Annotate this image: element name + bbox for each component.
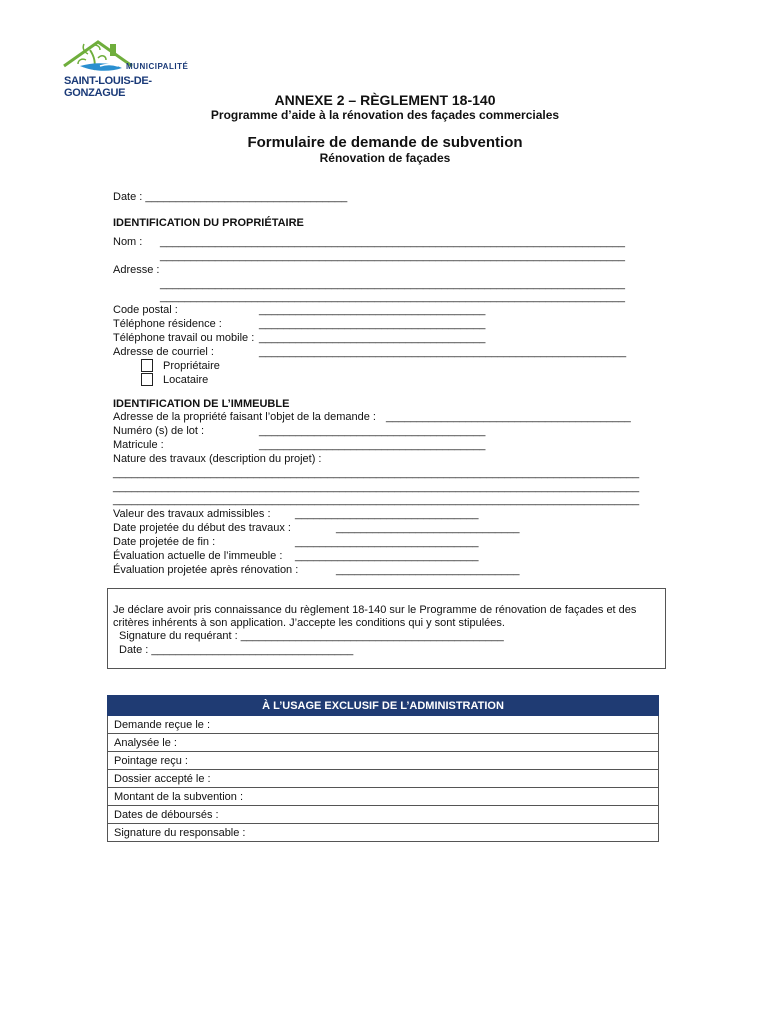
property-address-field[interactable]: ________________________________________ [386, 411, 631, 423]
admin-row-demande[interactable]: Demande reçue le : [108, 716, 659, 734]
email-field[interactable]: ____________________________________________________________ [259, 346, 627, 358]
works-label: Nature des travaux (description du projet) : [113, 453, 322, 465]
tel-residence-label: Téléphone résidence : [113, 318, 222, 330]
locataire-checkbox[interactable] [141, 373, 153, 386]
date-field[interactable]: Date : _________________________________ [113, 191, 348, 203]
lot-label: Numéro (s) de lot : [113, 425, 205, 437]
eval-after-label: Évaluation projetée après rénovation : [113, 564, 299, 576]
proprietaire-checkbox[interactable] [141, 359, 153, 372]
applicant-signature-field[interactable]: Signature du requérant : ___________________________________________ [119, 630, 504, 642]
eval-now-label: Évaluation actuelle de l’immeuble : [113, 550, 283, 562]
form-title: Formulaire de demande de subvention [247, 134, 523, 151]
code-postal-label: Code postal : [113, 304, 178, 316]
email-label: Adresse de courriel : [113, 346, 214, 358]
admin-row-deboursés[interactable]: Dates de déboursés : [108, 806, 659, 824]
adresse-field-line-1[interactable]: ____________________________________________________________________________ [160, 278, 625, 290]
declaration-line-2: critères inhérents à son application. J’accepte les conditions qui y sont stipulées. [113, 617, 505, 629]
works-field-line-1[interactable]: ______________________________________________________________________________________ [113, 467, 640, 479]
owner-heading: IDENTIFICATION DU PROPRIÉTAIRE [113, 217, 304, 229]
adresse-label: Adresse : [113, 264, 160, 276]
declaration-date-field[interactable]: Date : _________________________________ [119, 644, 354, 656]
start-date-field[interactable]: ______________________________ [336, 522, 520, 534]
works-field-line-2[interactable]: ______________________________________________________________________________________ [113, 481, 640, 493]
admin-row-analysee[interactable]: Analysée le : [108, 734, 659, 752]
program-title: Programme d’aide à la rénovation des façades commerciales [210, 108, 560, 122]
municipality-logo [60, 36, 202, 98]
nom-label: Nom : [113, 236, 143, 248]
end-date-label: Date projetée de fin : [113, 536, 216, 548]
value-label: Valeur des travaux admissibles : [113, 508, 271, 520]
admin-row-signature[interactable]: Signature du responsable : [108, 824, 659, 842]
nom-field-line-1[interactable]: ____________________________________________________________________________ [160, 236, 625, 248]
declaration-line-1: Je déclare avoir pris connaissance du règlement 18-140 sur le Programme de rénovation de façades et des [113, 604, 637, 616]
annex-title: ANNEXE 2 – RÈGLEMENT 18-140 [274, 92, 496, 108]
tel-residence-field[interactable]: _____________________________________ [259, 318, 486, 330]
admin-row-montant[interactable]: Montant de la subvention : [108, 788, 659, 806]
logo-name-text: SAINT-LOUIS-DE-GONZAGUE [64, 75, 152, 99]
property-address-label: Adresse de la propriété faisant l’objet de la demande : [113, 411, 376, 423]
start-date-label: Date projetée du début des travaux : [113, 522, 291, 534]
admin-table-header: À L’USAGE EXCLUSIF DE L’ADMINISTRATION [108, 696, 659, 716]
lot-field[interactable]: _____________________________________ [259, 425, 486, 437]
nom-field-line-2[interactable]: ____________________________________________________________________________ [160, 250, 625, 262]
form-subtitle: Rénovation de façades [319, 151, 451, 165]
locataire-label: Locataire [163, 374, 209, 386]
matricule-label: Matricule : [113, 439, 164, 451]
code-postal-field[interactable]: _____________________________________ [259, 304, 486, 316]
admin-table [107, 695, 659, 842]
eval-after-field[interactable]: ______________________________ [336, 564, 520, 576]
adresse-field-line-2[interactable]: ____________________________________________________________________________ [160, 291, 625, 303]
logo-municipality-text: MUNICIPALITÉ [126, 62, 189, 71]
tel-travail-label: Téléphone travail ou mobile : [113, 332, 255, 344]
value-field[interactable]: ______________________________ [295, 508, 479, 520]
end-date-field[interactable]: ______________________________ [295, 536, 479, 548]
building-heading: IDENTIFICATION DE L’IMMEUBLE [113, 398, 290, 410]
works-field-line-3[interactable]: ______________________________________________________________________________________ [113, 494, 640, 506]
admin-row-pointage[interactable]: Pointage reçu : [108, 752, 659, 770]
eval-now-field[interactable]: ______________________________ [295, 550, 479, 562]
proprietaire-label: Propriétaire [163, 360, 220, 372]
admin-row-dossier[interactable]: Dossier accepté le : [108, 770, 659, 788]
tel-travail-field[interactable]: _____________________________________ [259, 332, 486, 344]
matricule-field[interactable]: _____________________________________ [259, 439, 486, 451]
